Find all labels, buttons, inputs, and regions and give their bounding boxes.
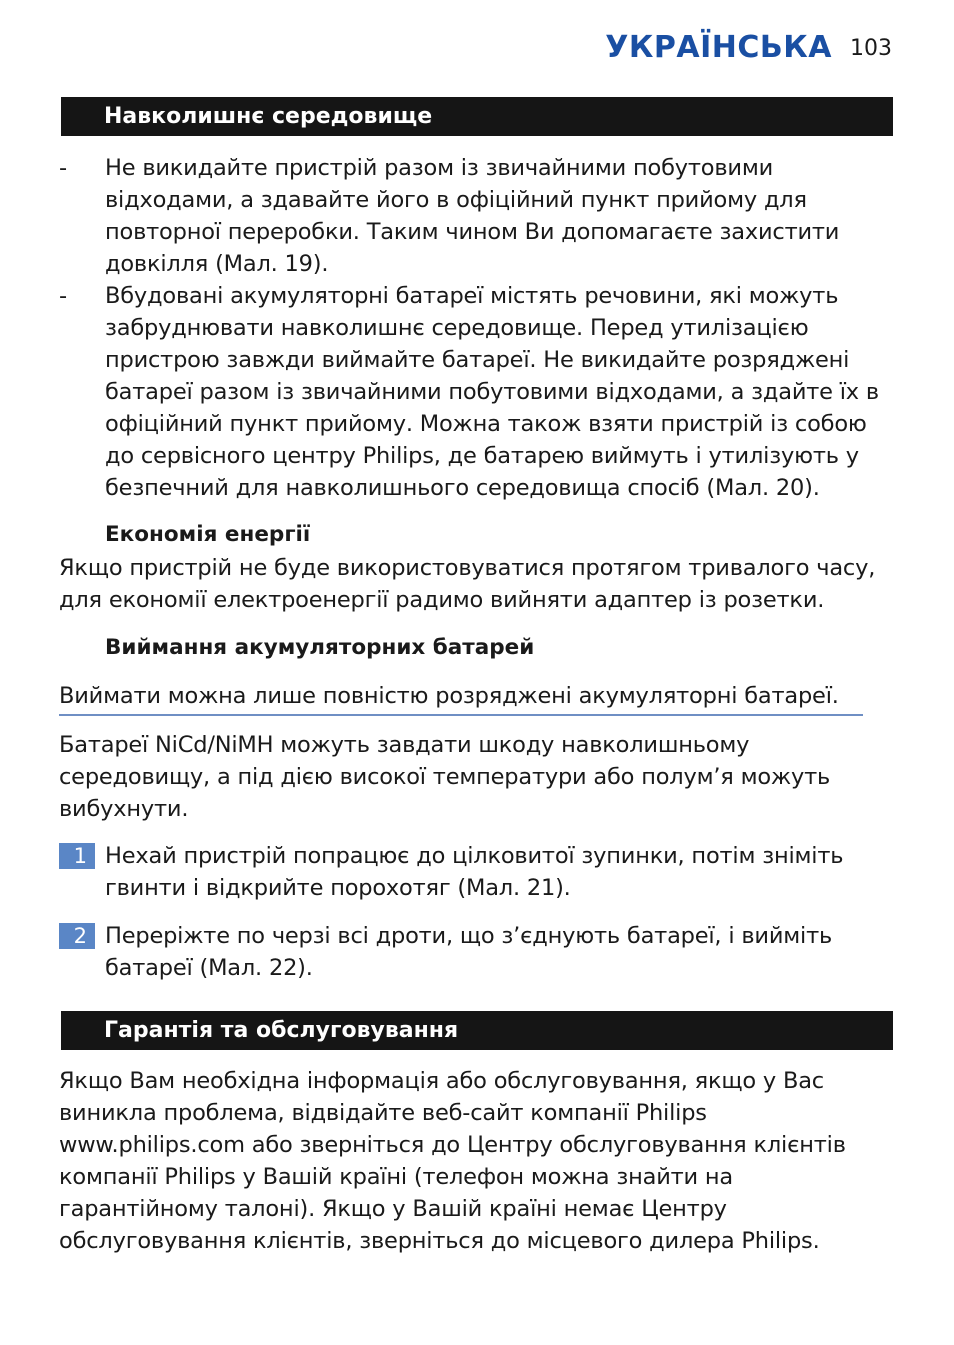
section-title-guarantee: Гарантія та обслуговування [104,1018,459,1043]
section-bar-environment [61,97,893,136]
list-item [59,280,895,504]
step-text: Нехай пристрій попрацює до цілковитої зупинки, потім зніміть гвинти і відкрийте порохотяг (Мал. 21). [105,843,844,901]
section-bar-guarantee [61,1011,893,1050]
paragraph-battery: Батареї NiCd/NiMH можуть завдати шкоду навколишньому середовищу, а під дією високої температури або полум’я можуть вибухнути. [59,732,831,822]
list-item-text: Не викидайте пристрій разом із звичайними побутовими відходами, а здавайте його в офіційний пункт прийому для повторної переробки. Таким чином Ви допомагаєте захистити довкілля (Мал. 19). [105,155,840,277]
list-item-text: Вбудовані акумуляторні батареї містять речовини, які можуть забруднювати навколишнє середовище. Перед утилізацією пристрою завжди виймайте батареї. Не викидайте розряджені батареї разом із звичайними побутовими відходами, а здайте їх в офіційний пункт прийому. Можна також взяти пристрій із собою до сервісного центру Philips, де батарею виймуть і утилізують у безпечний для навколишнього середовища спосіб (Мал. 20). [105,283,879,501]
paragraph-energy: Якщо пристрій не буде використовуватися протягом тривалого часу, для економії електроенергії радимо вийняти адаптер із розетки. [59,555,876,613]
section-title-environment: Навколишнє середовище [104,104,433,129]
step-number-badge: 2 [59,923,95,949]
warning-text: Виймати можна лише повністю розряджені акумуляторні батареї. [59,680,863,716]
subheading-energy: Економія енергії [105,522,311,547]
language-title: УКРАЇНСЬКА [605,30,832,65]
page-number: 103 [850,36,892,61]
bullet-marker: - [59,155,68,181]
step-item [59,840,895,904]
step-item [59,920,895,984]
step-text: Переріжте по черзі всі дроти, що з’єднують батареї, і вийміть батареї (Мал. 22). [105,923,833,981]
subheading-battery-removal: Виймання акумуляторних батарей [105,635,535,660]
step-number-badge: 1 [59,843,95,869]
paragraph-guarantee: Якщо Вам необхідна інформація або обслуговування, якщо у Вас виникла проблема, відвідайте веб-сайт компанії Philips www.philips.com або зверніться до Центру обслуговування клієнтів компанії Philips у Вашій країні (телефон можна знайти на гарантійному талоні). Якщо у Вашій країні немає Центру обслуговування клієнтів, зверніться до місцевого дилера Philips. [59,1068,846,1254]
list-item [59,152,895,280]
bullet-marker: - [59,283,68,309]
